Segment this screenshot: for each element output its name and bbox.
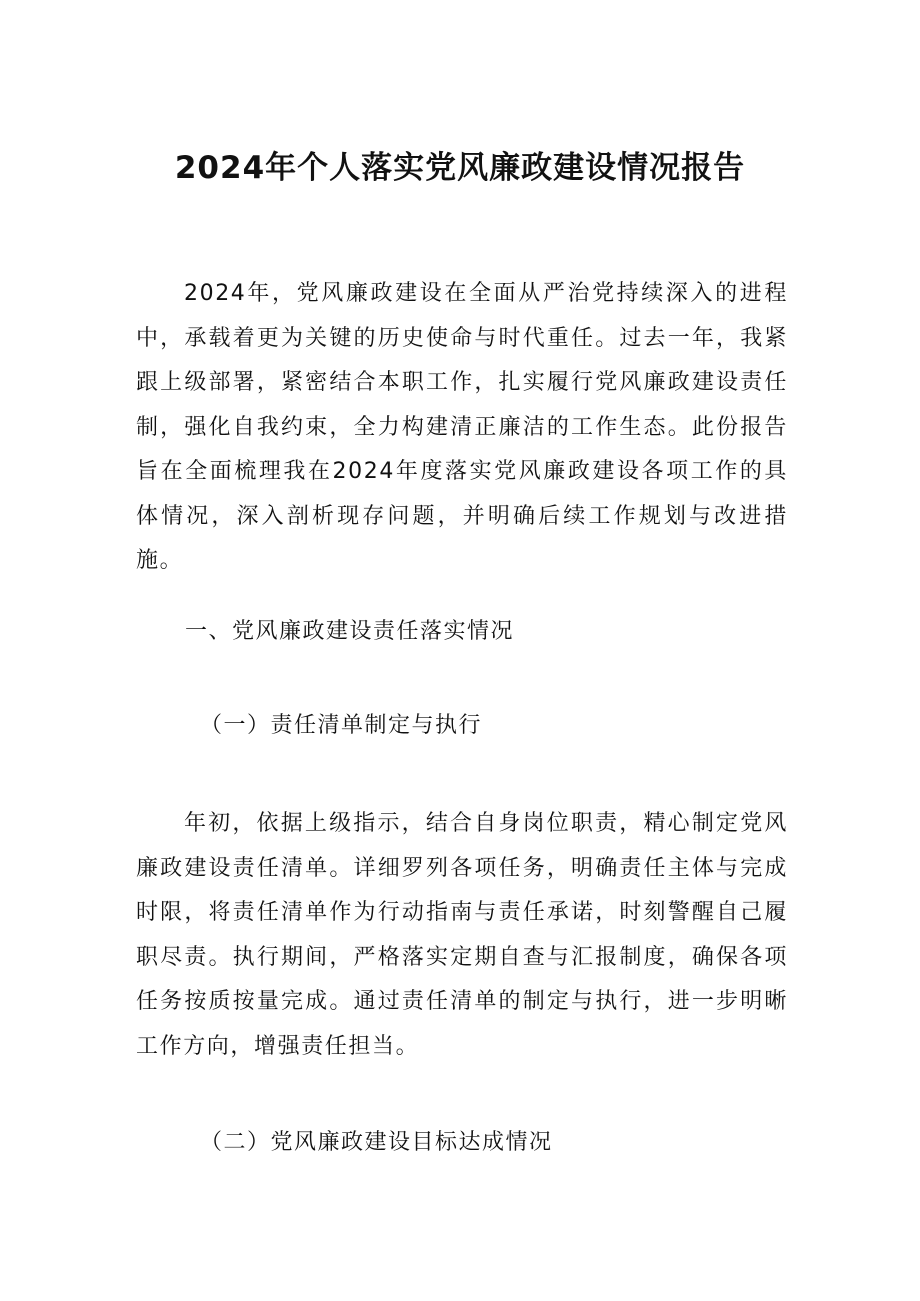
document-title: 2024年个人落实党风廉政建设情况报告 — [174, 150, 746, 186]
subsection-1-paragraph: 年初，依据上级指示，结合自身岗位职责，精心制定党风廉政建设责任清单。详细罗列各项任务，明确责任主体与完成时限，将责任清单作为行动指南与责任承诺，时刻警醒自己履职尽责。执行期间，严格落实定期自查与汇报制度，确保各项任务按质按量完成。通过责任清单的制定与执行，进一步明晰工作方向，增强责任担当。 — [136, 811, 788, 1059]
subsection-heading-1: （一）责任清单制定与执行 — [200, 713, 483, 738]
subsection-heading-2: （二）党风廉政建设目标达成情况 — [200, 1130, 553, 1155]
section-heading-1: 一、党风廉政建设责任落实情况 — [185, 619, 515, 644]
intro-paragraph: 2024年，党风廉政建设在全面从严治党持续深入的进程中，承载着更为关键的历史使命与时代重任。过去一年，我紧跟上级部署，紧密结合本职工作，扎实履行党风廉政建设责任制，强化自我约束，全力构建清正廉洁的工作生态。此份报告旨在全面梳理我在2024年度落实党风廉政建设各项工作的具体情况，深入剖析现存问题，并明确后续工作规划与改进措施。 — [136, 281, 788, 573]
